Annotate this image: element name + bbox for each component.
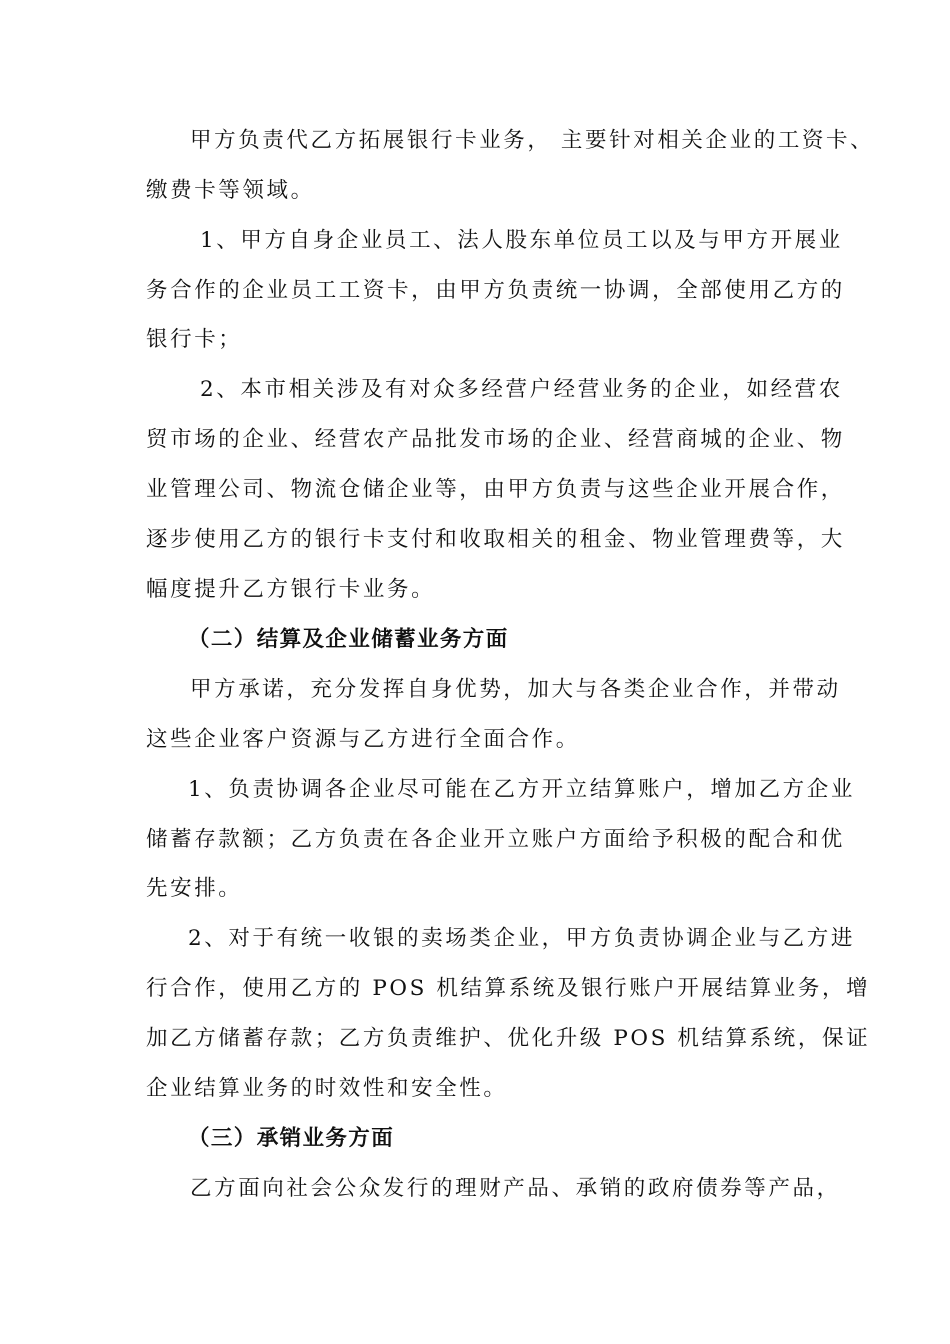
paragraph-line: 逐步使用乙方的银行卡支付和收取相关的租金、物业管理费等，大 [146,527,845,552]
paragraph-line: 行合作，使用乙方的 POS 机结算系统及银行账户开展结算业务，增 [146,976,871,1001]
paragraph-line: 务合作的企业员工工资卡，由甲方负责统一协调，全部使用乙方的 [146,278,845,303]
paragraph-line: 甲方负责代乙方拓展银行卡业务， 主要针对相关企业的工资卡、 [190,128,875,153]
paragraph-line: 企业结算业务的时效性和安全性。 [146,1076,508,1101]
paragraph-line: 幅度提升乙方银行卡业务。 [146,577,436,602]
paragraph-line: 先安排。 [146,876,243,901]
paragraph-line: 银行卡； [146,327,243,352]
paragraph-line: 2、对于有统一收银的卖场类企业，甲方负责协调企业与乙方进 [188,926,855,951]
section-heading: （三）承销业务方面 [188,1126,395,1151]
paragraph-line: 乙方面向社会公众发行的理财产品、承销的政府债券等产品， [190,1176,841,1201]
paragraph-line: 2、本市相关涉及有对众多经营户经营业务的企业，如经营农 [200,377,843,402]
paragraph-line: 业管理公司、物流仓储企业等，由甲方负责与这些企业开展合作， [146,477,845,502]
paragraph-line: 贸市场的企业、经营农产品批发市场的企业、经营商城的企业、物 [146,427,845,452]
paragraph-line: 1、负责协调各企业尽可能在乙方开立结算账户，增加乙方企业 [188,777,855,802]
section-heading: （二）结算及企业储蓄业务方面 [188,627,509,652]
paragraph-line: 甲方承诺，充分发挥自身优势，加大与各类企业合作，并带动 [190,677,841,702]
paragraph-line: 这些企业客户资源与乙方进行全面合作。 [146,727,580,752]
paragraph-line: 储蓄存款额；乙方负责在各企业开立账户方面给予积极的配合和优 [146,827,845,852]
paragraph-line: 1、甲方自身企业员工、法人股东单位员工以及与甲方开展业 [200,228,843,253]
paragraph-line: 缴费卡等领域。 [146,178,315,203]
paragraph-line: 加乙方储蓄存款；乙方负责维护、优化升级 POS 机结算系统，保证 [146,1026,871,1051]
